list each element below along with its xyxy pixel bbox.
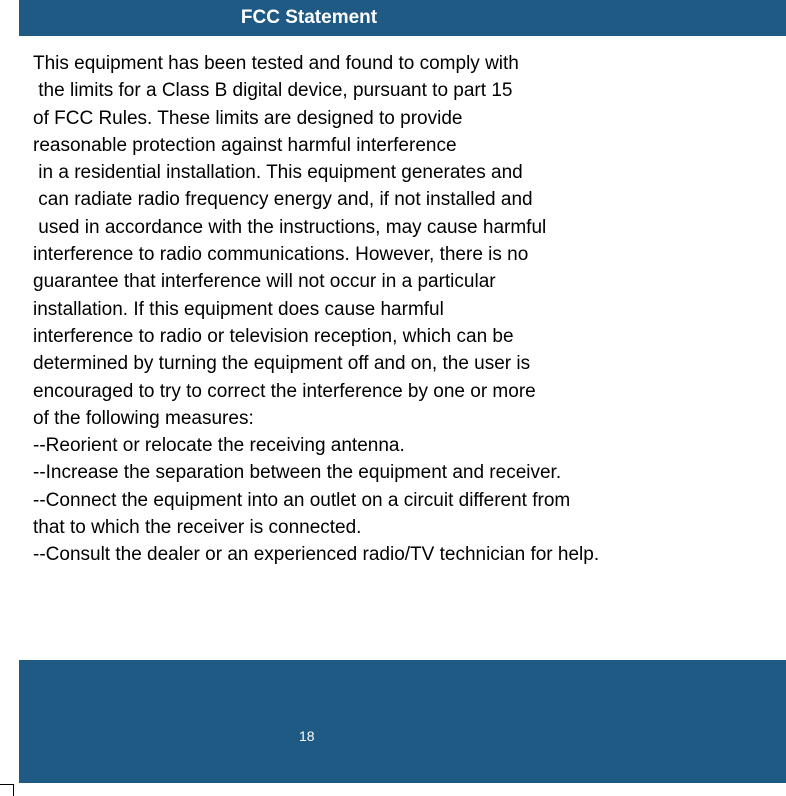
text-line: of FCC Rules. These limits are designed to provide xyxy=(33,107,463,129)
page-number: 18 xyxy=(299,728,315,744)
text-line: used in accordance with the instructions, may cause harmful xyxy=(33,216,547,238)
text-line: encouraged to try to correct the interference by one or more xyxy=(33,380,536,402)
measure-item: --Reorient or relocate the receiving antenna. xyxy=(33,435,405,457)
footer-bar xyxy=(19,660,786,783)
text-line: installation. If this equipment does cause harmful xyxy=(33,298,444,320)
text-line: can radiate radio frequency energy and, if not installed and xyxy=(33,189,533,211)
header-bar xyxy=(19,0,786,36)
measure-item-continued: that to which the receiver is connected. xyxy=(33,517,362,539)
fcc-statement-text xyxy=(33,50,783,569)
crop-mark xyxy=(0,784,14,796)
text-line: of the following measures: xyxy=(33,407,254,429)
text-line: guarantee that interference will not occur in a particular xyxy=(33,271,496,293)
text-line: reasonable protection against harmful interference xyxy=(33,134,457,156)
page-title: FCC Statement xyxy=(240,7,378,28)
text-line: This equipment has been tested and found to comply with xyxy=(33,53,519,74)
text-line: interference to radio communications. However, there is no xyxy=(33,244,529,266)
text-line: in a residential installation. This equipment generates and xyxy=(33,162,523,184)
text-line: determined by turning the equipment off and on, the user is xyxy=(33,353,531,375)
measure-item: --Connect the equipment into an outlet on a circuit different from xyxy=(33,489,571,511)
text-line: the limits for a Class B digital device, pursuant to part 15 xyxy=(33,80,513,102)
measure-item: --Consult the dealer or an experienced radio/TV technician for help. xyxy=(33,544,600,566)
measure-item: --Increase the separation between the equipment and receiver. xyxy=(33,462,562,484)
text-line: interference to radio or television reception, which can be xyxy=(33,325,514,347)
